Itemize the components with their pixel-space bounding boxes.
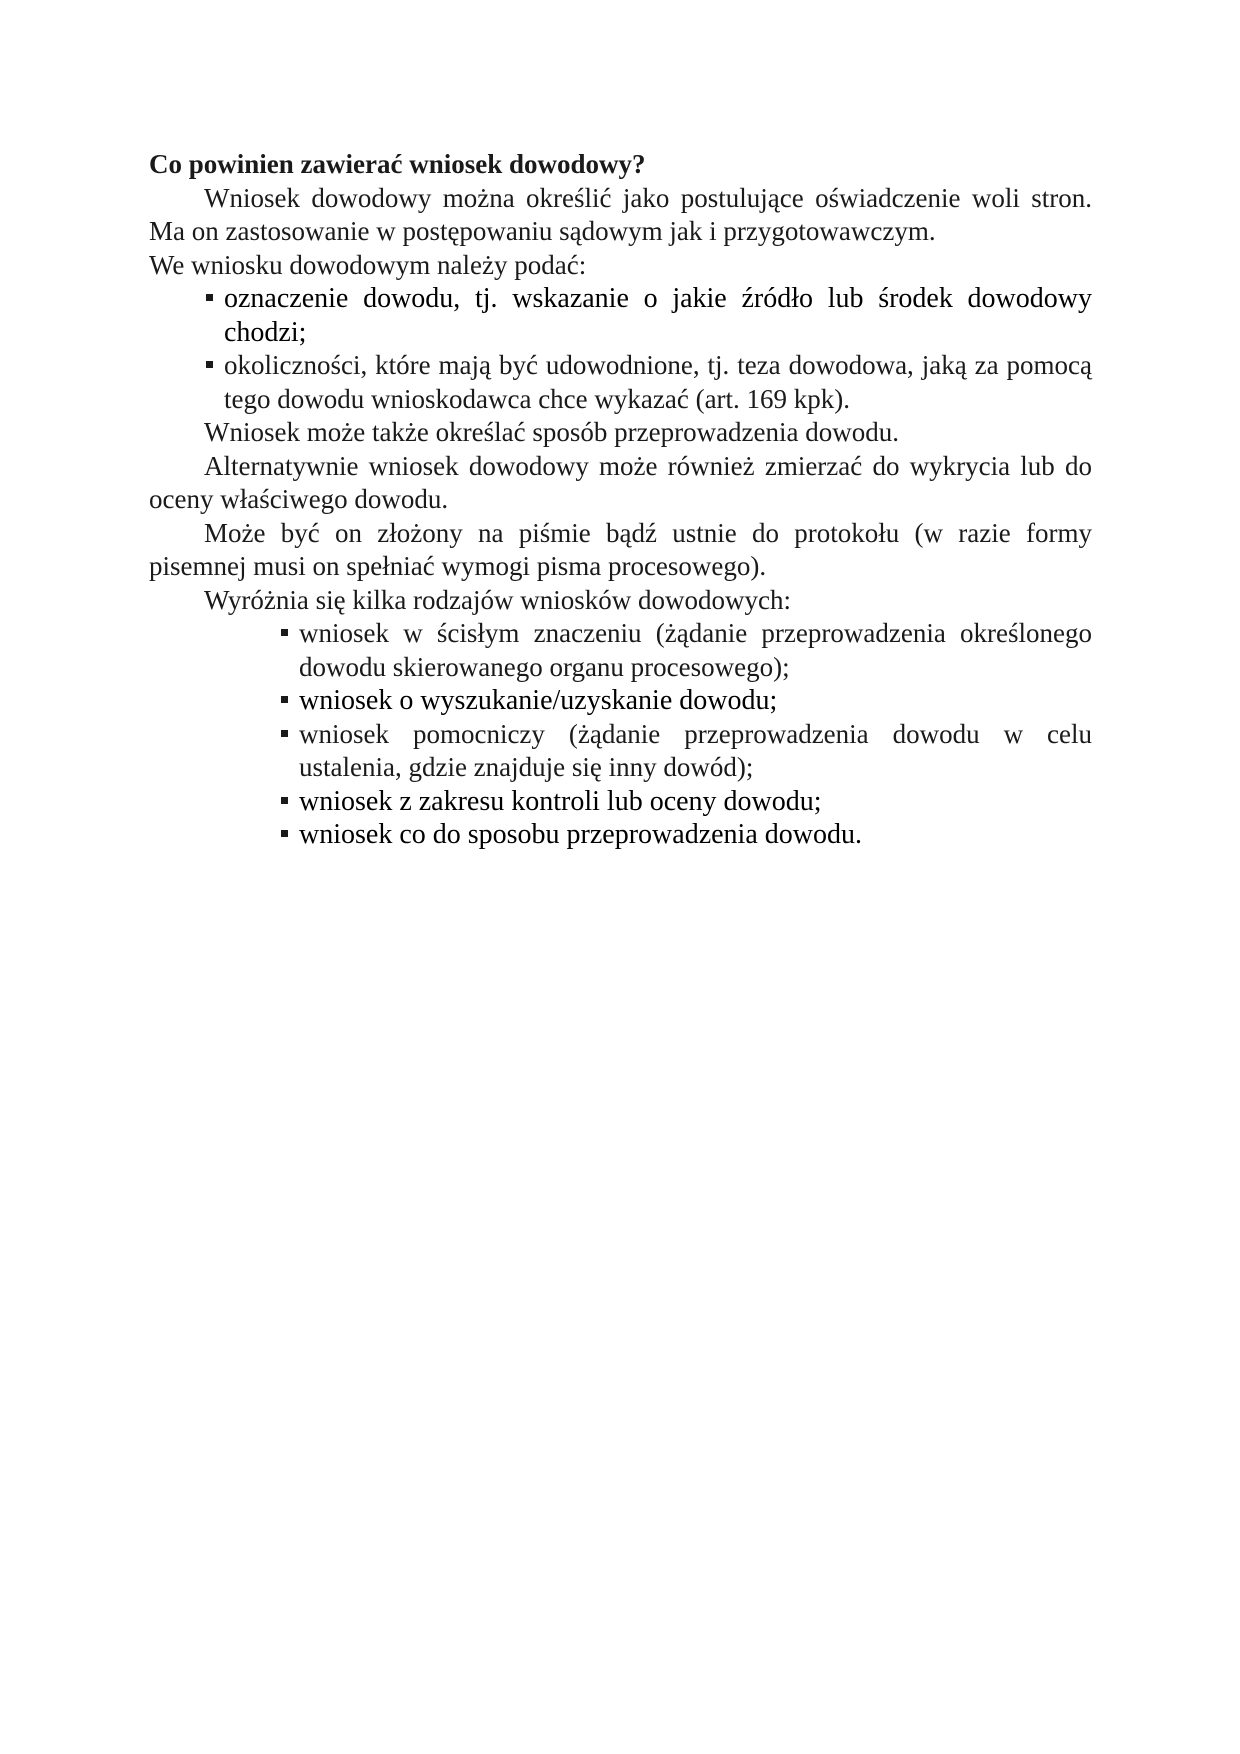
square-bullet-icon bbox=[281, 730, 288, 737]
square-bullet-icon bbox=[281, 696, 288, 703]
list-item bbox=[280, 785, 1092, 819]
square-bullet-icon bbox=[206, 294, 213, 301]
list1-heading: We wniosku dowodowym należy podać: bbox=[149, 249, 587, 280]
list-item-text: wniosek w ścisłym znaczeniu (żądanie przeprowadzenia określonego dowodu skierowanego organu procesowego); bbox=[299, 618, 1092, 682]
list-item bbox=[280, 818, 1092, 852]
square-bullet-icon bbox=[281, 830, 288, 837]
alternative-paragraph: Alternatywnie wniosek dowodowy może również zmierzać do wykrycia lub do oceny właściwego dowodu. bbox=[149, 450, 1092, 514]
list-item-text: wniosek co do sposobu przeprowadzenia dowodu. bbox=[299, 819, 862, 850]
required-elements-list bbox=[149, 282, 1092, 416]
square-bullet-icon bbox=[206, 361, 213, 368]
list-item-text: wniosek o wyszukanie/uzyskanie dowodu; bbox=[299, 685, 778, 716]
list-item bbox=[280, 684, 1092, 718]
square-bullet-icon bbox=[281, 797, 288, 804]
document-title: Co powinien zawierać wniosek dowodowy? bbox=[149, 149, 646, 179]
list-item bbox=[205, 349, 1092, 416]
method-paragraph: Wniosek może także określać sposób przeprowadzenia dowodu. bbox=[204, 417, 899, 447]
square-bullet-icon bbox=[281, 629, 288, 636]
motion-types-list bbox=[149, 617, 1092, 852]
list-item-text: wniosek z zakresu kontroli lub oceny dowodu; bbox=[299, 785, 822, 817]
list-item bbox=[205, 282, 1092, 349]
list-item bbox=[280, 617, 1092, 684]
list2-heading: Wyróżnia się kilka rodzajów wniosków dowodowych: bbox=[204, 584, 791, 615]
intro-paragraph: Wniosek dowodowy można określić jako postulujące oświadczenie woli stron. Ma on zastosowanie w postępowaniu sądowym jak i przygotowawczym. bbox=[149, 182, 1092, 246]
form-paragraph: Może być on złożony na piśmie bądź ustnie do protokołu (w razie formy pisemnej musi on spełniać wymogi pisma procesowego). bbox=[149, 517, 1092, 581]
list-item bbox=[280, 718, 1092, 785]
document-page bbox=[149, 148, 1092, 852]
list-item-text: okoliczności, które mają być udowodnione, tj. teza dowodowa, jaką za pomocą tego dowodu wnioskodawca chce wykazać (art. 169 kpk). bbox=[224, 350, 1092, 414]
list-item-text: wniosek pomocniczy (żądanie przeprowadzenia dowodu w celu ustalenia, gdzie znajduje się inny dowód); bbox=[299, 718, 1092, 782]
list-item-text: oznaczenie dowodu, tj. wskazanie o jakie źródło lub środek dowodowy chodzi; bbox=[224, 283, 1092, 348]
